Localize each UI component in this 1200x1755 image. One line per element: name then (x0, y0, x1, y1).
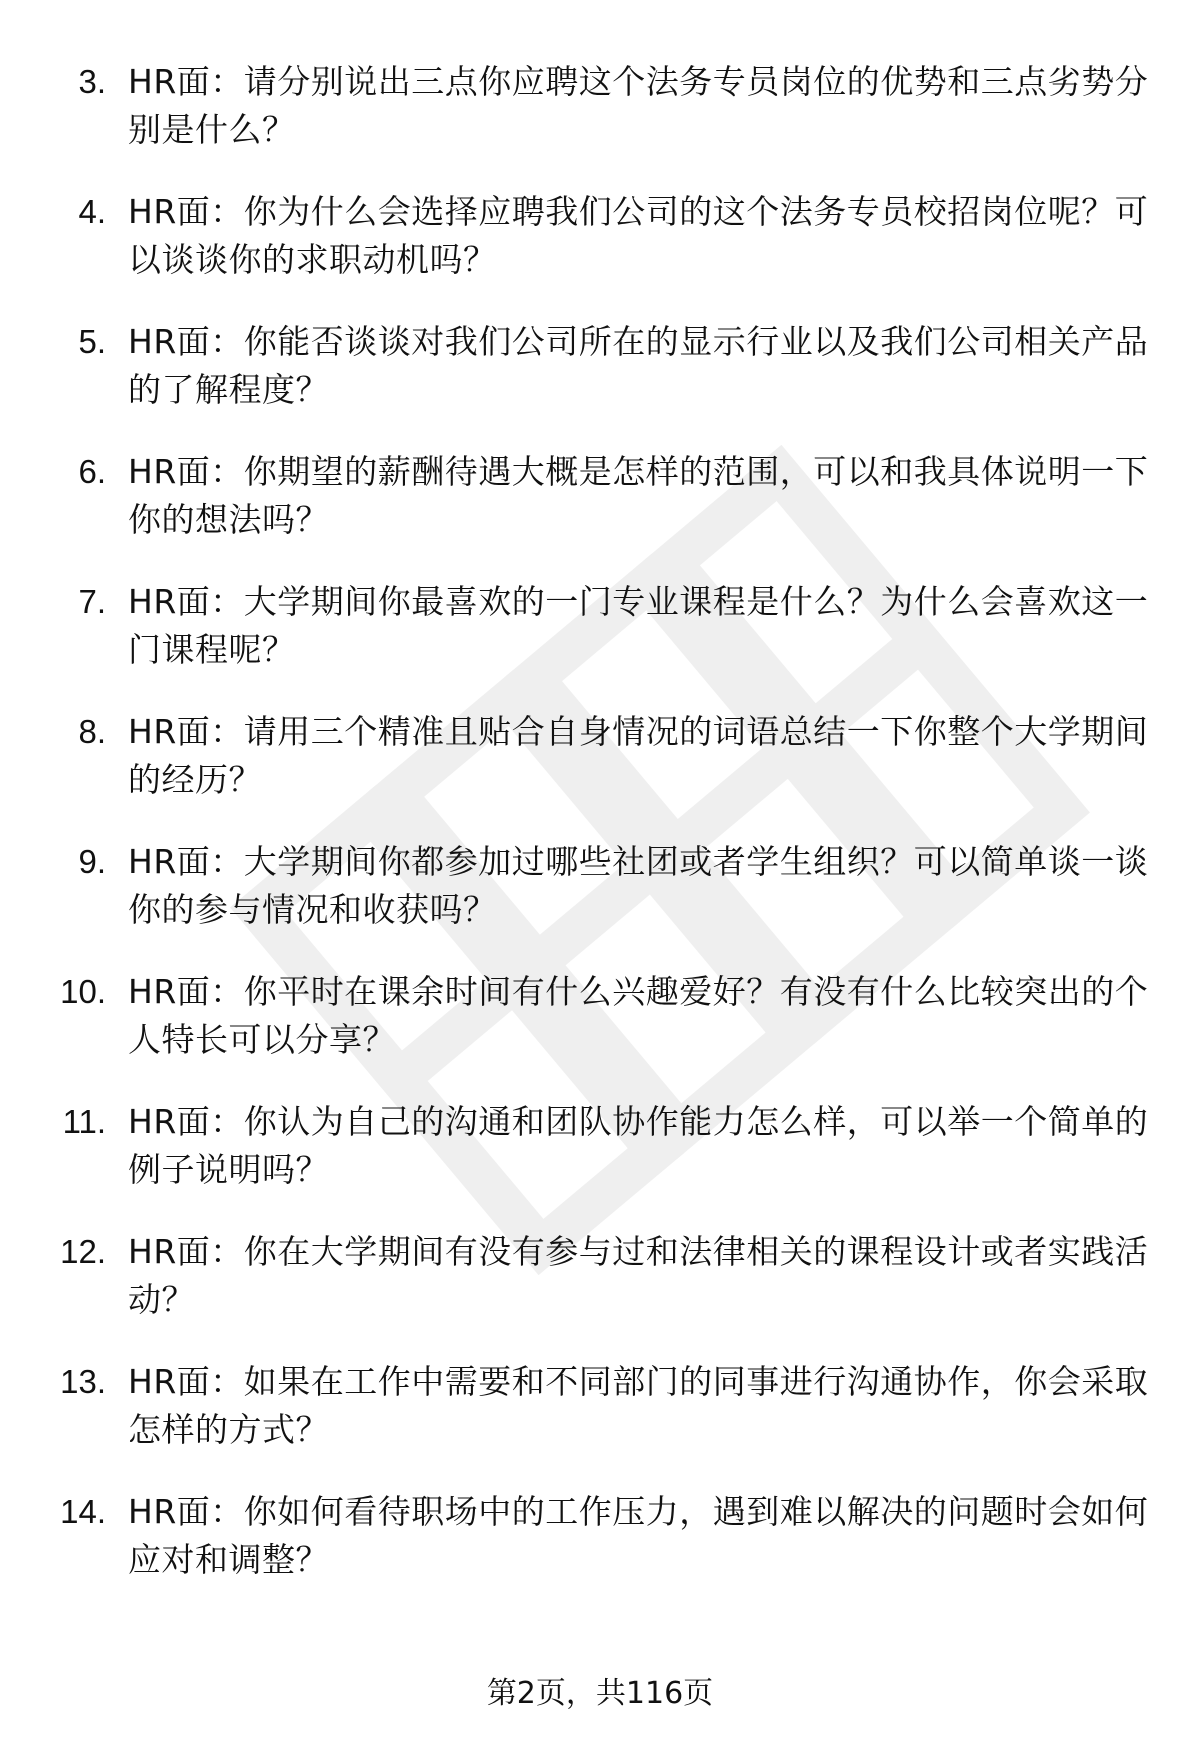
question-text: HR面：你为什么会选择应聘我们公司的这个法务专员校招岗位呢？可以谈谈你的求职动机吗？ (128, 192, 1149, 279)
question-number: 12. (60, 1233, 106, 1270)
question-item (0, 448, 1200, 578)
question-number: 8. (78, 713, 106, 750)
question-item (0, 968, 1200, 1098)
question-item (0, 838, 1200, 968)
question-number: 14. (60, 1493, 106, 1530)
question-number: 11. (62, 1103, 106, 1140)
question-list (0, 58, 1200, 1618)
question-text: HR面：大学期间你最喜欢的一门专业课程是什么？为什么会喜欢这一门课程呢？ (128, 582, 1149, 669)
question-item (0, 318, 1200, 448)
question-text: HR面：你能否谈谈对我们公司所在的显示行业以及我们公司相关产品的了解程度？ (128, 322, 1149, 409)
question-text: HR面：你如何看待职场中的工作压力，遇到难以解决的问题时会如何应对和调整？ (128, 1492, 1149, 1579)
question-text: HR面：你期望的薪酬待遇大概是怎样的范围，可以和我具体说明一下你的想法吗？ (128, 452, 1149, 539)
question-text: HR面：请用三个精准且贴合自身情况的词语总结一下你整个大学期间的经历？ (128, 712, 1149, 799)
question-item (0, 58, 1200, 188)
question-number: 5. (78, 323, 106, 360)
question-item (0, 578, 1200, 708)
question-item (0, 1228, 1200, 1358)
question-number: 4. (78, 193, 106, 230)
question-text: HR面：你平时在课余时间有什么兴趣爱好？有没有什么比较突出的个人特长可以分享？ (128, 972, 1149, 1059)
question-number: 6. (78, 453, 106, 490)
page-footer: 第2页，共116页 (486, 1676, 714, 1711)
question-item (0, 1358, 1200, 1488)
question-number: 7. (78, 583, 106, 620)
question-text: HR面：你认为自己的沟通和团队协作能力怎么样，可以举一个简单的例子说明吗？ (128, 1102, 1149, 1189)
question-text: HR面：如果在工作中需要和不同部门的同事进行沟通协作，你会采取怎样的方式？ (128, 1362, 1149, 1449)
question-text: HR面：大学期间你都参加过哪些社团或者学生组织？可以简单谈一谈你的参与情况和收获吗？ (128, 842, 1149, 929)
question-item (0, 188, 1200, 318)
question-item (0, 1488, 1200, 1618)
question-item (0, 1098, 1200, 1228)
question-number: 10. (60, 973, 106, 1010)
question-number: 9. (78, 843, 106, 880)
question-text: HR面：你在大学期间有没有参与过和法律相关的课程设计或者实践活动？ (128, 1232, 1149, 1319)
question-number: 3. (78, 63, 106, 100)
question-number: 13. (60, 1363, 106, 1400)
question-item (0, 708, 1200, 838)
question-text: HR面：请分别说出三点你应聘这个法务专员岗位的优势和三点劣势分别是什么？ (128, 62, 1149, 149)
